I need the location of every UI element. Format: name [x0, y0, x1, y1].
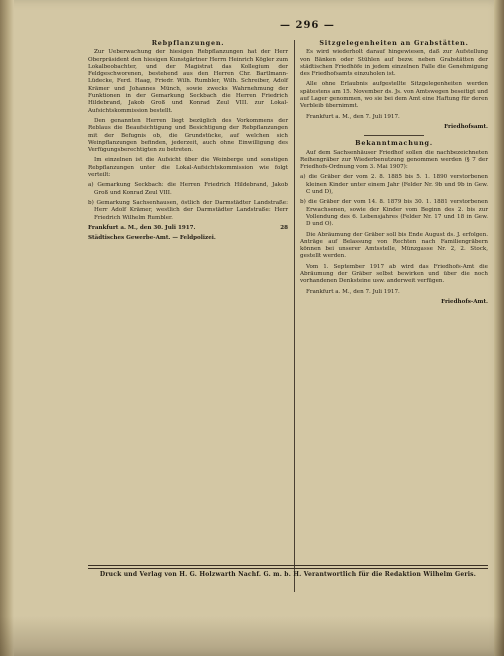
right-signature-2: Friedhofs-Amt. — [441, 298, 488, 305]
right-item-a: a) die Gräber der vom 2. 8. 1885 bis 5. 1. 1890 verstorbenen kleinen Kinder unter einem Jahr (Felder Nr. 9b und 9b in Gew. C und D), — [300, 174, 488, 196]
right-heading-1: Sitzgelegenheiten an Grabstätten. — [319, 39, 469, 47]
right-item-b: b) die Gräber der vom 14. 8. 1879 bis 30. 1. 1881 verstorbenen Erwachsenen, sowie der Kinder vom Beginn des 2. bis zur Vollendung des 6. Lebensjahres (Felder Nr. 17 und 18 in Gew. D und O). — [300, 199, 488, 228]
footer-rule-bottom — [88, 568, 488, 569]
right-date-2: Frankfurt a. M., den 7. Juli 1917. — [306, 288, 400, 295]
left-date: Frankfurt a. M., den 30. Juli 1917. — [88, 224, 196, 231]
right-paragraph-4: Die Abräumung der Gräber soll bis Ende August ds. J. erfolgen. Anträge auf Belassung von Rechten nach Familiengräbern können bei unserer Amtsstelle, Münzgasse Nr. 2, 2. Stock, gestellt werden. — [300, 231, 488, 260]
right-column — [300, 40, 488, 309]
left-paragraph-1: Zur Ueberwachung der hiesigen Rebpflanzungen hat der Herr Oberpräsident den hiesigen Kunstgärtner Herrn Heinrich Kögler zum Lokalbeobachter, und der Magistrat das Kollegium der Feldgeschworenen, bestehend aus den Herren Chr. Bartlmann-Lüdecke, Ferd. Haag, Friedr. Wilh. Rumbler, Wilh. Schreiber, Adolf Krämer und Johannes Münch, sowie zwecks Wahrnehmung der Funktionen in der Gemarkung Seckbach die Herren Friedrich Hildebrand, Jakob Groß und Konrad Zeul VIII. zur Lokal-Aufsichtskommission bestellt. — [88, 49, 288, 114]
right-paragraph-3: Auf dem Sachsenhäuser Friedhof sollen die nachbezeichneten Reihengräber zur Wiederbenutzung genommen werden (§ 7 der Friedhofs-Ordnung vom 3. Mai 1907): — [300, 149, 488, 171]
left-date-row — [88, 225, 288, 232]
section-separator — [364, 135, 424, 136]
page-binding-edge — [0, 0, 14, 656]
left-paragraph-3: Im einzelnen ist die Aufsicht über die Weinberge und sonstigen Rebpflanzungen unter die Lokal-Aufsichtskommission wie folgt verteilt: — [88, 157, 288, 179]
right-paragraph-1: Es wird wiederholt darauf hingewiesen, daß zur Aufstellung von Bänken oder Stühlen auf bezw. neben Grabstätten der städtischen Friedhöfe in jedem einzelnen Falle die Genehmigung des Friedhofsamts einzuholen ist. — [300, 49, 488, 78]
page-right-edge — [494, 0, 504, 656]
left-signature-text: Städtisches Gewerbe-Amt. — Feldpolizei. — [88, 235, 216, 242]
left-item-b: b) Gemarkung Sachsenhausen, östlich der Darmstädter Landstraße: Herr Adolf Krämer, westlich der Darmstädter Landstraße: Herr Friedrich Wilhelm Rumbler. — [88, 199, 288, 221]
right-paragraph-5: Vom 1. September 1917 ab wird das Friedhofs-Amt die Abräumung der Gräber selbst bewirken und über die noch vorhandenen Denksteine usw. anderweit verfügen. — [300, 263, 488, 285]
page-number: — 296 — — [280, 20, 335, 31]
left-paragraph-2: Den genannten Herren liegt bezüglich des Vorkommens der Reblaus die Beaufsichtigung und Besichtigung der Rebpflanzungen mit der Befugnis ob, die Grundstücke, auf welchen sich Weinpflanzungen befinden, jederzeit, auch ohne Einwilligung des Verfügungsberechtigten zu betreten. — [88, 117, 288, 154]
right-signature-1: Friedhofsamt. — [444, 123, 488, 130]
left-item-a: a) Gemarkung Seckbach: die Herren Friedrich Hildebrand, Jakob Groß und Konrad Zeul VIII. — [88, 182, 288, 196]
left-column — [88, 40, 288, 245]
left-signature — [88, 235, 288, 242]
left-heading: Rebpflanzungen. — [151, 39, 225, 47]
right-date-1: Frankfurt a. M., den 7. Juli 1917. — [306, 113, 400, 120]
right-paragraph-2: Alle ohne Erlaubnis aufgestellte Sitzgelegenheiten werden spätestens am 15. November ds. Js. von Amtswegen beseitigt und auf Lager genommen, wo sie bei dem Amt eine Haftung für deren Verbleib übernimmt. — [300, 81, 488, 110]
bottom-shadow — [0, 616, 504, 656]
right-heading-2: Bekanntmachung. — [355, 139, 433, 148]
column-divider — [294, 40, 295, 592]
footer-rule-top — [88, 565, 488, 566]
left-number: 28 — [280, 224, 288, 231]
imprint-line: Druck und Verlag von H. G. Holzwarth Nachf. G. m. b. H. Verantwortlich für die Redaktion Wilhelm Geris. — [99, 571, 477, 578]
